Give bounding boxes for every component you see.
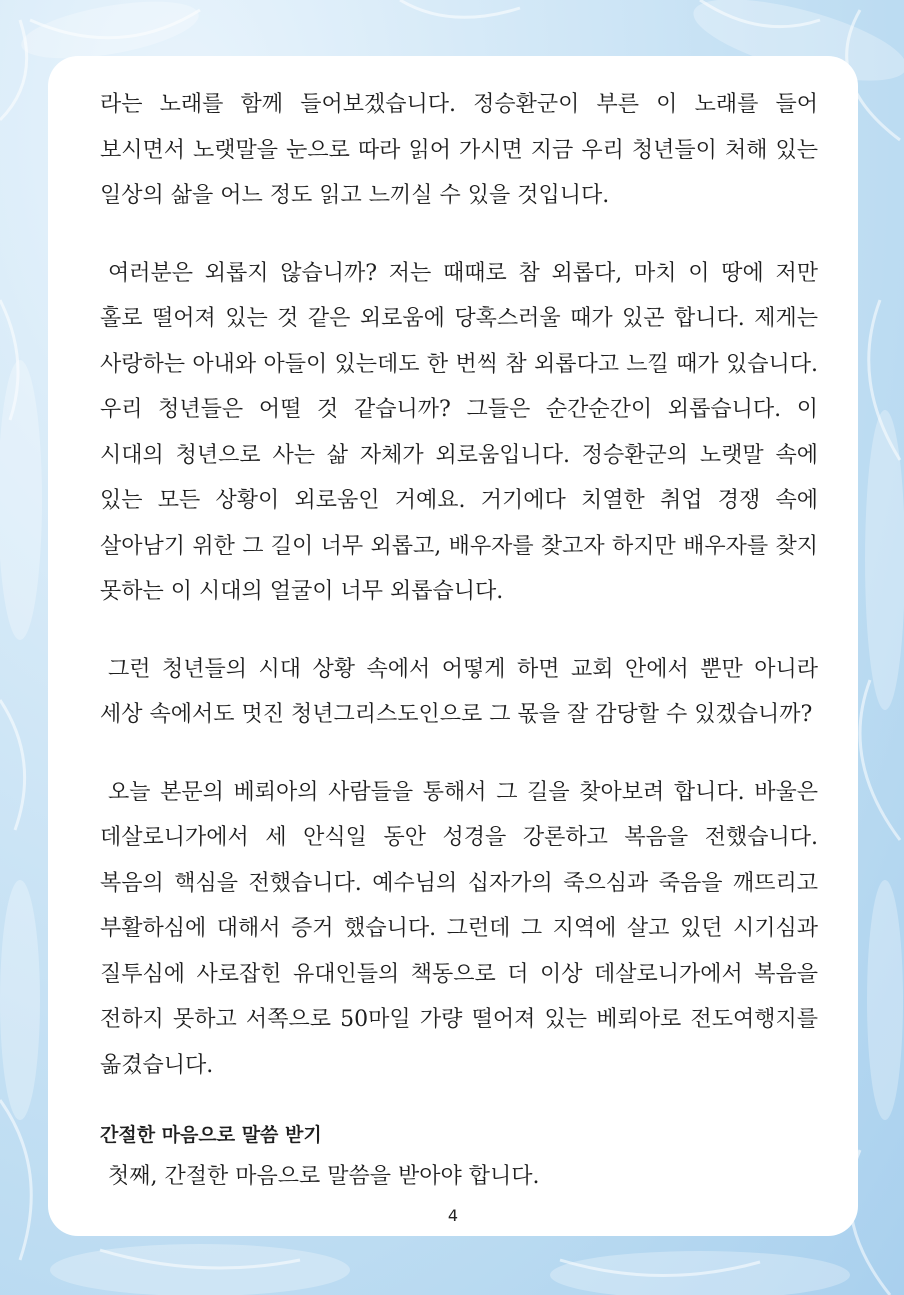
page-card (48, 56, 858, 1236)
section-heading: 간절한 마음으로 말씀 받기 (100, 1124, 322, 1146)
paragraph-1: 라는 노래를 함께 들어보겠습니다. 정승환군이 부른 이 노래를 들어 보시면서 노랫말을 눈으로 따라 읽어 가시면 지금 우리 청년들이 처해 있는 일상의 삶을 어느 정도 읽고 느끼실 수 있을 것입니다. (100, 92, 818, 208)
paragraph-2: 여러분은 외롭지 않습니까? 저는 때때로 참 외롭다, 마치 이 땅에 저만 홀로 떨어져 있는 것 같은 외로움에 당혹스러울 때가 있곤 합니다. 제게는 사랑하는 아내와 아들이 있는데도 한 번씩 참 외롭다고 느낄 때가 있습니다. 우리 청년들은 어떨 것 같습니까? 그들은 순간순간이 외롭습니다. 이 시대의 청년으로 사는 삶 자체가 외로움입니다. 정승환군의 노랫말 속에 있는 모든 상황이 외로움인 거예요. 거기에다 치열한 취업 경쟁 속에 살아남기 위한 그 길이 너무 외롭고, 배우자를 찾고자 하지만 배우자를 찾지 못하는 이 시대의 얼굴이 너무 외롭습니다. (100, 260, 818, 604)
body-text (100, 82, 818, 1232)
paragraph-4: 오늘 본문의 베뢰아의 사람들을 통해서 그 길을 찾아보려 합니다. 바울은 데살로니가에서 세 안식일 동안 성경을 강론하고 복음을 전했습니다. 복음의 핵심을 전했습니다. 예수님의 십자가의 죽으심과 죽음을 깨뜨리고 부활하심에 대해서 증거 했습니다. 그런데 그 지역에 살고 있던 시기심과 질투심에 사로잡힌 유대인들의 책동으로 더 이상 데살로니가에서 복음을 전하지 못하고 서쪽으로 50마일 가량 떨어져 있는 베뢰아로 전도여행지를 옮겼습니다. (100, 779, 818, 1078)
paragraph-3: 그런 청년들의 시대 상황 속에서 어떻게 하면 교회 안에서 뿐만 아니라 세상 속에서도 멋진 청년그리스도인으로 그 몫을 잘 감당할 수 있겠습니까? (100, 656, 818, 727)
paragraph-5: 첫째, 간절한 마음으로 말씀을 받아야 합니다. (108, 1164, 540, 1189)
page-number: 4 (447, 1206, 459, 1225)
